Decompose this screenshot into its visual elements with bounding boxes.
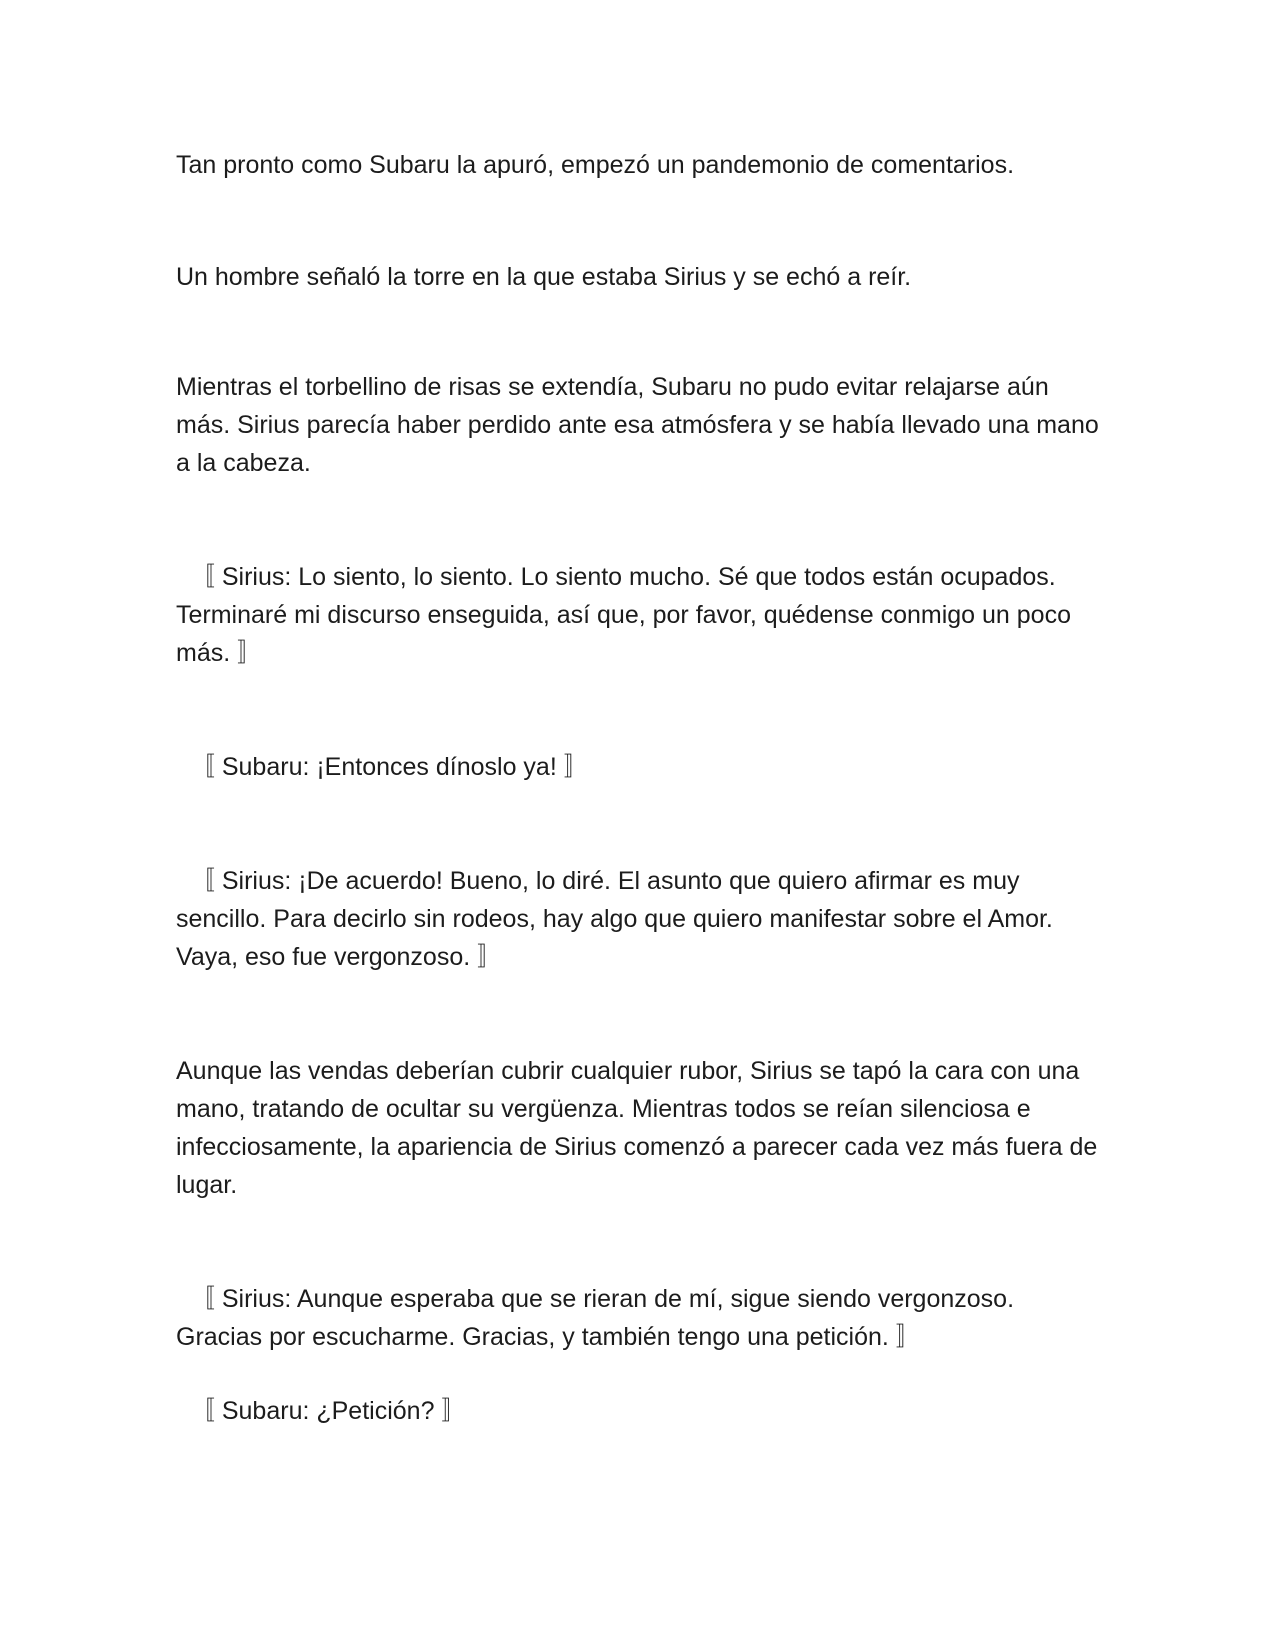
dialogue-paragraph: 〚 Sirius: ¡De acuerdo! Bueno, lo diré. El asunto que quiero afirmar es muy sencillo. Para decirlo sin rodeos, hay algo que quiero manifestar sobre el Amor. Vaya, eso fue vergonzoso. 〛 — [176, 867, 1060, 971]
dialogue-paragraph: 〚 Sirius: Aunque esperaba que se rieran de mí, sigue siendo vergonzoso. Gracias por escucharme. Gracias, y también tengo una petición. 〛 — [176, 1285, 1021, 1351]
narration-paragraph: Aunque las vendas deberían cubrir cualquier rubor, Sirius se tapó la cara con una mano, tratando de ocultar su vergüenza. Mientras todos se reían silenciosa e infecciosamente, la apariencia de Sirius comenzó a parecer cada vez más fuera de lugar. — [176, 1057, 1105, 1199]
dialogue-paragraph: 〚 Subaru: ¿Petición? 〛 — [176, 1397, 467, 1425]
dialogue-paragraph: 〚 Sirius: Lo siento, lo siento. Lo siento mucho. Sé que todos están ocupados. Terminaré mi discurso enseguida, así que, por favor, quédense conmigo un poco más. 〛 — [176, 563, 1078, 667]
narration-paragraph: Mientras el torbellino de risas se extendía, Subaru no pudo evitar relajarse aún más. Sirius parecía haber perdido ante esa atmósfera y se había llevado una mano a la cabeza. — [176, 373, 1106, 477]
narration-paragraph: Tan pronto como Subaru la apuró, empezó un pandemonio de comentarios. — [176, 151, 1015, 179]
narration-paragraph: Un hombre señaló la torre en la que estaba Sirius y se echó a reír. — [176, 263, 912, 291]
dialogue-paragraph: 〚 Subaru: ¡Entonces dínoslo ya! 〛 — [176, 753, 589, 781]
